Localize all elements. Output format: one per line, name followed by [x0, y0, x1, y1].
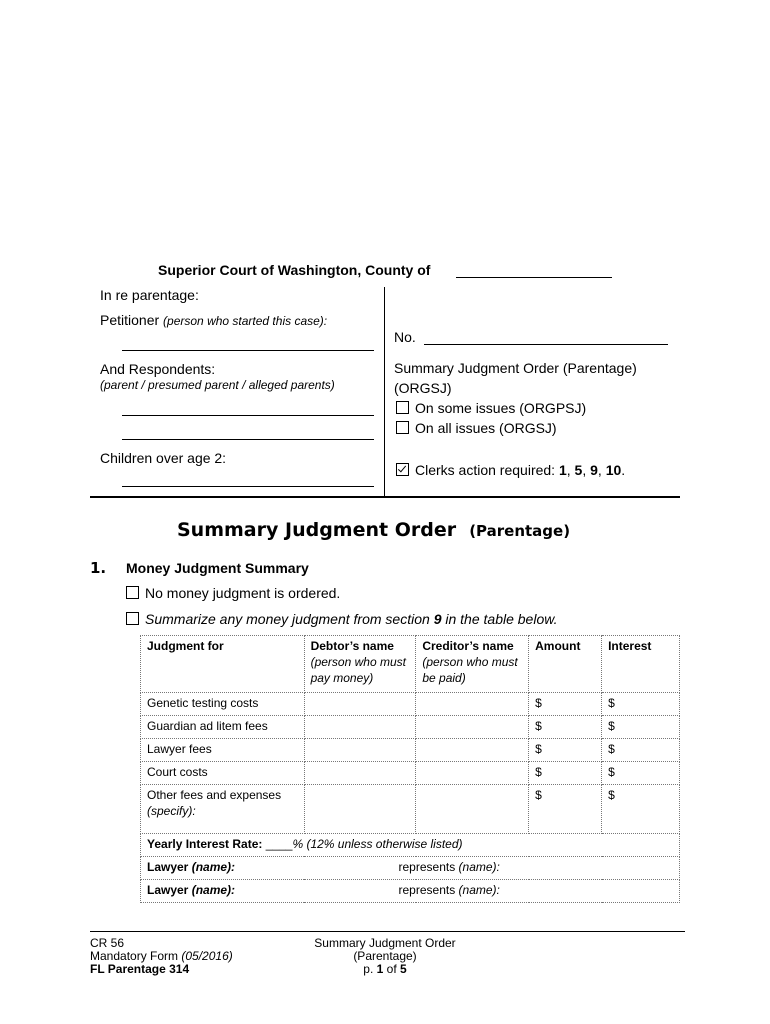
interest-cell[interactable]: $ — [602, 785, 680, 834]
court-title: Superior Court of Washington, County of — [158, 262, 431, 278]
respondents-label: And Respondents: — [100, 361, 216, 377]
section-1-number: 1. — [90, 559, 107, 577]
debtor-cell[interactable] — [304, 693, 416, 716]
lawyer-row — [141, 880, 680, 903]
table-row — [141, 693, 680, 716]
doc-title-line1: Summary Judgment Order (Parentage) — [394, 360, 637, 376]
row-label: Lawyer fees — [141, 739, 305, 762]
creditor-cell[interactable] — [416, 762, 529, 785]
creditor-cell[interactable] — [416, 716, 529, 739]
page-number: p. 1 of 5 — [363, 962, 407, 976]
debtor-cell[interactable] — [304, 739, 416, 762]
lawyer-cell[interactable]: Lawyer (name): represents (name): — [141, 880, 680, 903]
interest-rate-row — [141, 834, 680, 857]
checked-checkbox-icon[interactable] — [396, 463, 409, 476]
debtor-cell[interactable] — [304, 785, 416, 834]
row-label: Court costs — [141, 762, 305, 785]
petitioner-label: Petitioner (person who started this case): — [100, 312, 328, 328]
case-no-line[interactable] — [424, 330, 668, 345]
footer-doc-title: Summary Judgment Order — [314, 936, 456, 950]
lawyer-row — [141, 857, 680, 880]
mandatory-form: Mandatory Form (05/2016) — [90, 949, 233, 963]
money-judgment-table — [140, 635, 680, 903]
header-interest: Interest — [602, 636, 680, 693]
footer-rule — [90, 931, 685, 932]
respondents-note: (parent / presumed parent / alleged parents) — [100, 378, 335, 392]
footer-center — [300, 937, 470, 976]
option-some-issues[interactable]: On some issues (ORGPSJ) — [396, 400, 586, 416]
row-label: Other fees and expenses (specify): — [141, 785, 305, 834]
creditor-cell[interactable] — [416, 739, 529, 762]
section-1-title: Money Judgment Summary — [126, 560, 309, 576]
interest-cell[interactable]: $ — [602, 762, 680, 785]
amount-cell[interactable]: $ — [529, 785, 602, 834]
table-row — [141, 739, 680, 762]
header-debtor-name: Debtor’s name (person who must pay money) — [304, 636, 416, 693]
table-row — [141, 785, 680, 834]
amount-cell[interactable]: $ — [529, 693, 602, 716]
footer-left — [90, 937, 233, 976]
interest-cell[interactable]: $ — [602, 739, 680, 762]
respondent-2-line[interactable] — [122, 425, 374, 440]
row-label: Genetic testing costs — [141, 693, 305, 716]
header-creditor-name: Creditor’s name (person who must be paid) — [416, 636, 529, 693]
interest-rate-cell[interactable]: Yearly Interest Rate: ____% (12% unless otherwise listed) — [141, 834, 680, 857]
amount-cell[interactable]: $ — [529, 739, 602, 762]
respondent-1-line[interactable] — [122, 401, 374, 416]
case-no-label: No. — [394, 329, 416, 345]
interest-cell[interactable]: $ — [602, 693, 680, 716]
county-blank-line[interactable] — [456, 262, 612, 278]
table-row — [141, 762, 680, 785]
table-header-row — [141, 636, 680, 693]
creditor-cell[interactable] — [416, 785, 529, 834]
header-amount: Amount — [529, 636, 602, 693]
doc-title-line2: (ORGSJ) — [394, 380, 452, 396]
fl-form-number: FL Parentage 314 — [90, 962, 190, 976]
checkbox-icon[interactable] — [396, 401, 409, 414]
checkbox-icon[interactable] — [126, 586, 139, 599]
option-no-money-judgment[interactable]: No money judgment is ordered. — [126, 585, 340, 601]
petitioner-name-line[interactable] — [122, 336, 374, 351]
caption-rule — [90, 496, 680, 498]
amount-cell[interactable]: $ — [529, 762, 602, 785]
children-label: Children over age 2: — [100, 450, 227, 466]
amount-cell[interactable]: $ — [529, 716, 602, 739]
checkbox-icon[interactable] — [126, 612, 139, 625]
debtor-cell[interactable] — [304, 716, 416, 739]
footer-doc-subtitle: (Parentage) — [353, 949, 417, 963]
checkbox-icon[interactable] — [396, 421, 409, 434]
row-label: Guardian ad litem fees — [141, 716, 305, 739]
clerks-action-required: Clerks action required: 1, 5, 9, 10. — [396, 462, 625, 478]
option-all-issues[interactable]: On all issues (ORGSJ) — [396, 420, 557, 436]
debtor-cell[interactable] — [304, 762, 416, 785]
children-line[interactable] — [122, 472, 374, 487]
lawyer-cell[interactable]: Lawyer (name): represents (name): — [141, 857, 680, 880]
caption-divider — [384, 287, 385, 497]
interest-cell[interactable]: $ — [602, 716, 680, 739]
in-re-label: In re parentage: — [100, 287, 199, 303]
option-summarize-judgment[interactable]: Summarize any money judgment from section 9 in the table below. — [126, 611, 557, 627]
table-row — [141, 716, 680, 739]
page-title: Summary Judgment Order (Parentage) — [177, 519, 571, 541]
creditor-cell[interactable] — [416, 693, 529, 716]
form-code: CR 56 — [90, 936, 125, 950]
header-judgment-for: Judgment for — [141, 636, 305, 693]
